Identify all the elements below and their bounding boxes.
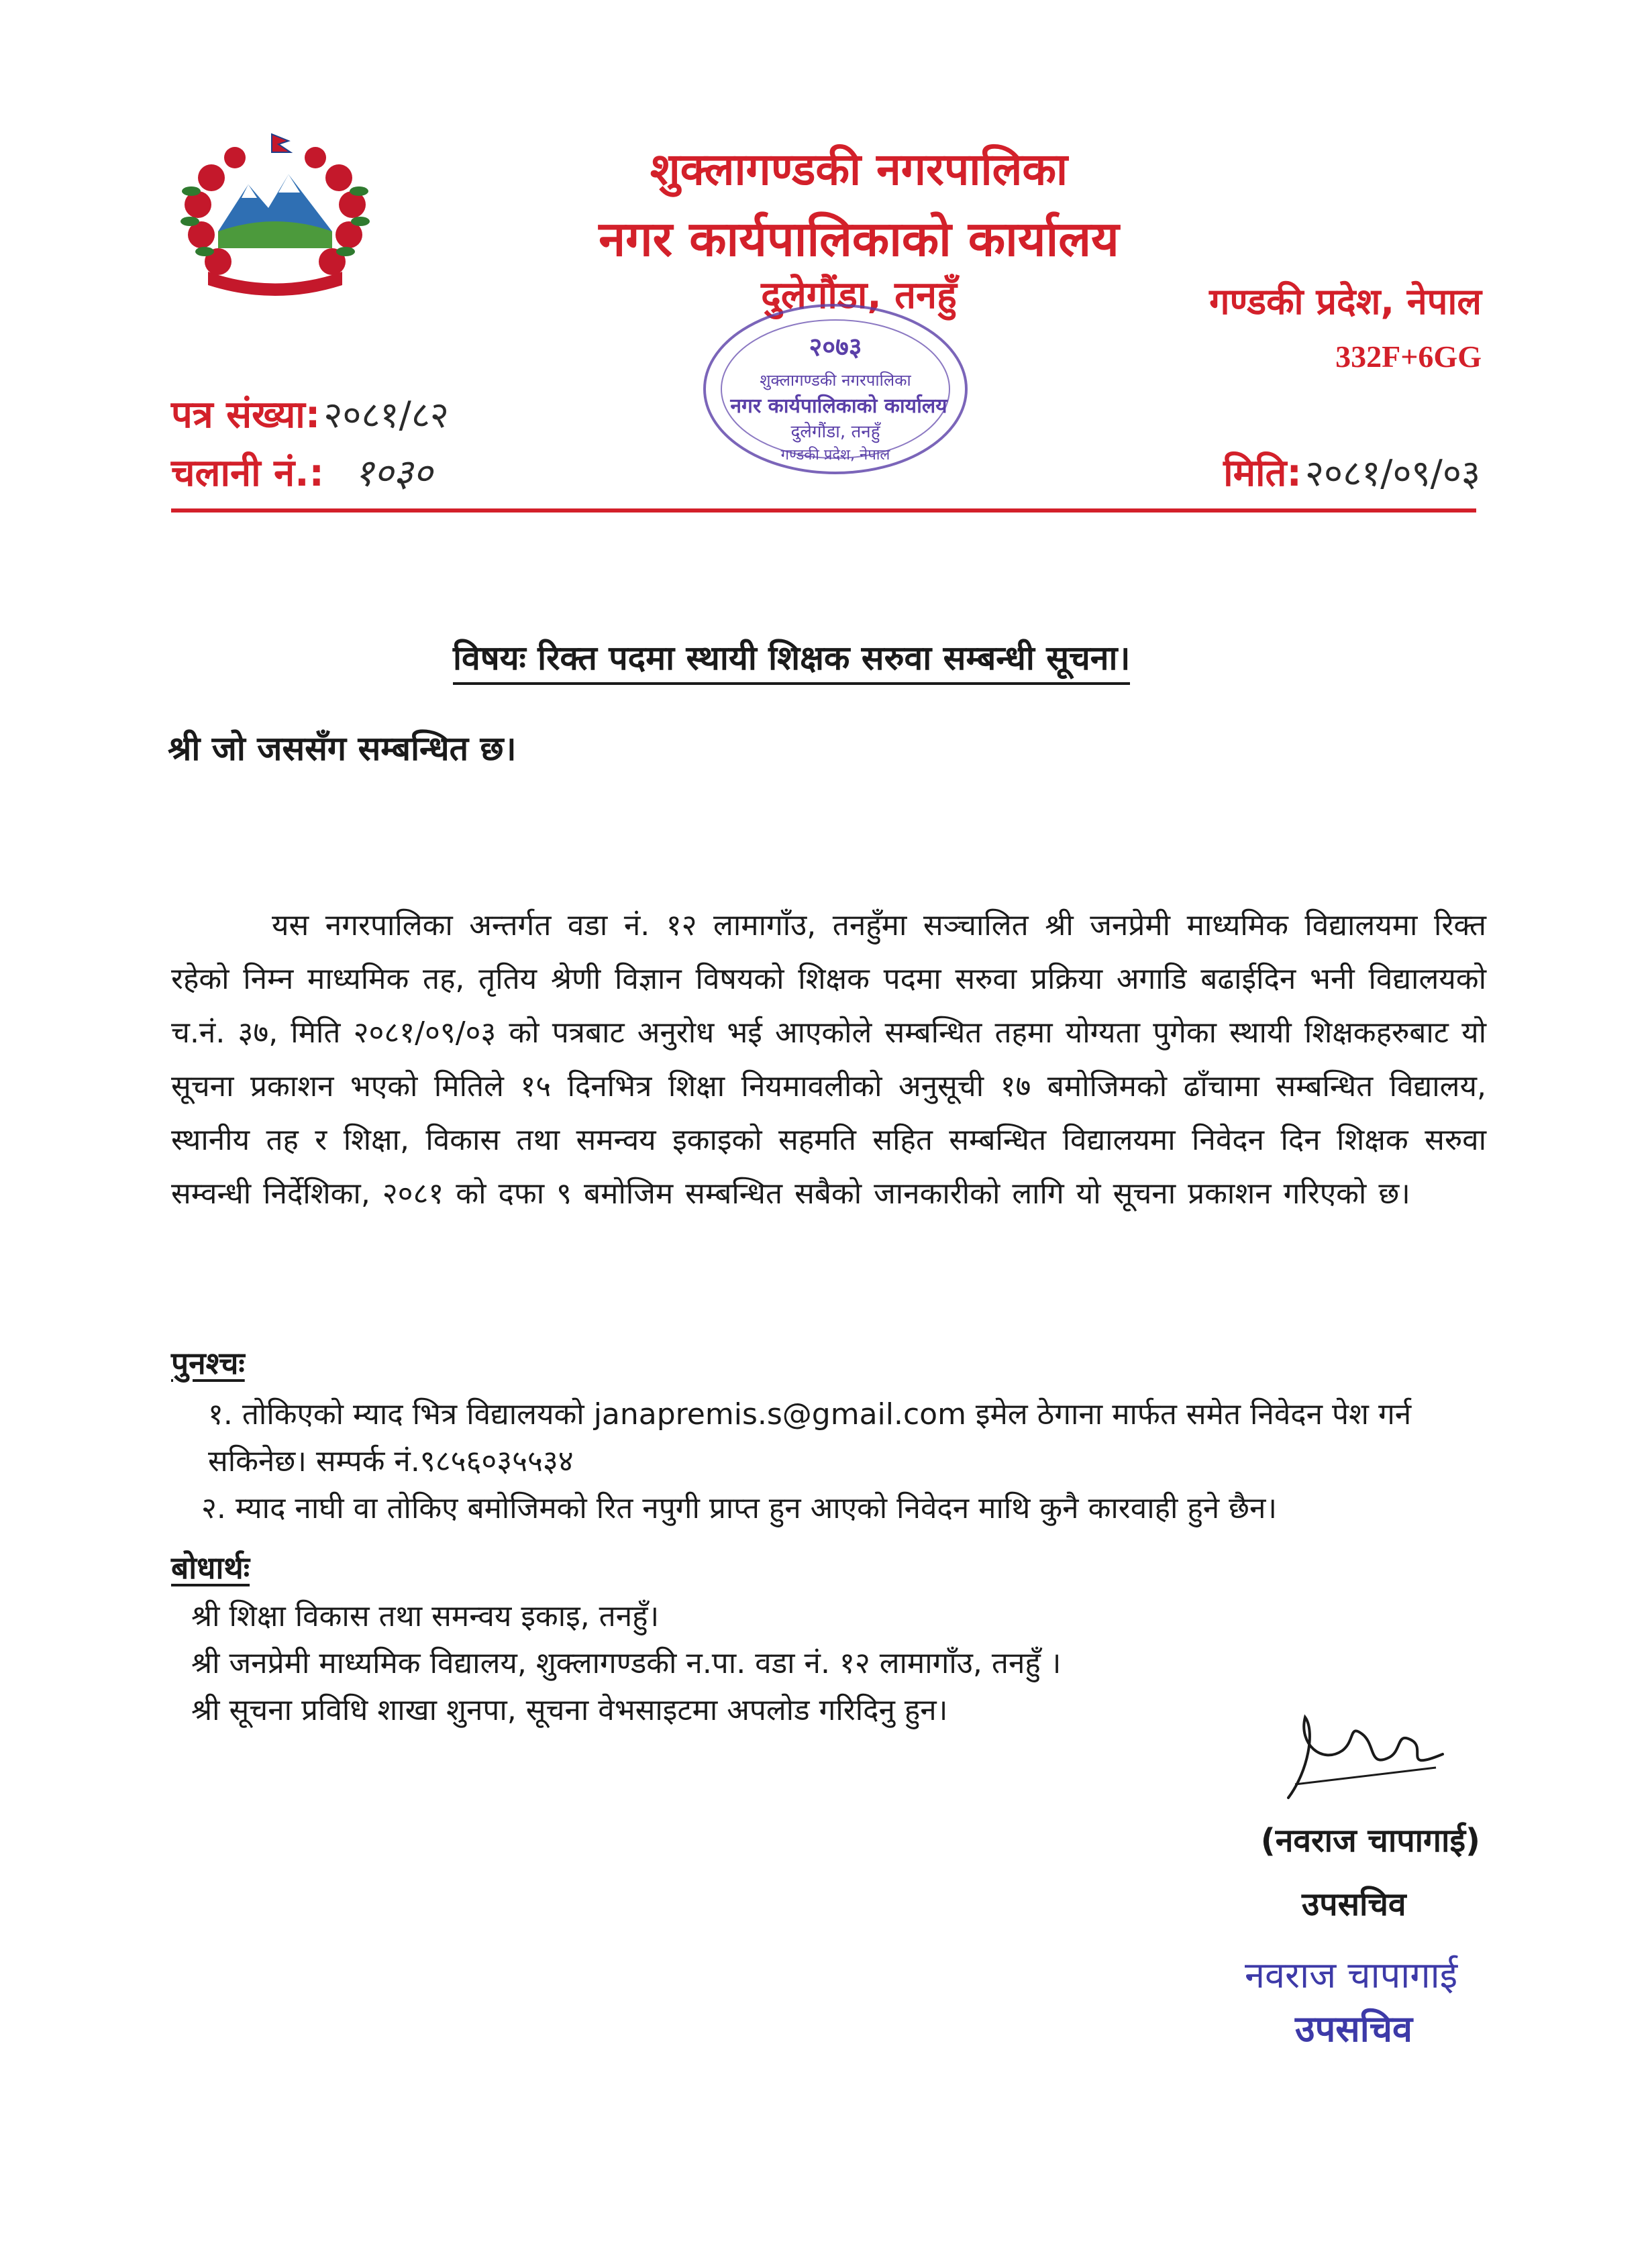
province-label: गण्डकी प्रदेश, नेपाल [1209, 280, 1482, 323]
office-name-line2: नगर कार्यपालिकाको कार्यालय [599, 211, 1119, 267]
stamp-line2: नगर कार्यपालिकाको कार्यालय [730, 394, 947, 418]
dispatch-number-row [171, 446, 432, 497]
cc-heading: बोधार्थः [171, 1550, 250, 1586]
body-paragraph: यस नगरपालिका अन्तर्गत वडा नं. १२ लामागाँउ, तनहुँमा सञ्चालित श्री जनप्रेमी माध्यमिक विद्यालयमा रिक्त रहेको निम्न माध्यमिक तह, तृतिय श्रेणी विज्ञान विषयको शिक्षक पदमा सरुवा प्रक्रिया अगाडि बढाईदिन भनी विद्यालयको च.नं. ३७, मिति २०८१/०९/०३ को पत्रबाट अनुरोध भई आएकोले सम्बन्धित तहमा योग्यता पुगेका स्थायी शिक्षकहरुबाट यो सूचना प्रकाशन भएको मितिले १५ दिनभित्र शिक्षा नियमावलीको अनुसूची १७ बमोजिमको ढाँचामा सम्बन्धित विद्यालय, स्थानीय तह र शिक्षा, विकास तथा समन्वय इकाइको सहमति सहित सम्बन्धित विद्यालयमा निवेदन दिन शिक्षक सरुवा सम्वन्धी निर्देशिका, २०८१ को दफा ९ बमोजिम सम्बन्धित सबैको जानकारीको लागि यो सूचना प्रकाशन गरिएको छ। [171, 908, 1486, 1211]
office-address: दुलेगौंडा, तनहुँ [761, 274, 957, 317]
cc-item-3: श्री सूचना प्रविधि शाखा शुनपा, सूचना वेभसाइटमा अपलोड गरिदिनु हुन। [191, 1693, 948, 1727]
office-seal-stamp [694, 295, 976, 490]
signatory-name-stamp: नवराज चापागाई [1245, 1954, 1458, 1996]
cc-section [171, 1546, 1245, 1734]
dispatch-number-value: १०३० [354, 451, 433, 495]
postscript-section [171, 1342, 1486, 1532]
dispatch-number-label: चलानी नं.: [171, 451, 324, 495]
subject-line: विषयः रिक्त पदमा स्थायी शिक्षक सरुवा सम्बन्धी सूचना। [453, 634, 1130, 685]
handwritten-signature [1268, 1704, 1456, 1818]
stamp-year: २०७३ [809, 332, 862, 362]
letter-number-label: पत्र संख्या: [171, 393, 321, 437]
date-row [1223, 446, 1480, 497]
office-name-line1: शुक्लागण्डकी नगरपालिका [650, 144, 1068, 195]
stamp-line1: शुक्लागण्डकी नगरपालिका [760, 371, 911, 390]
date-value: २०८१/०९/०३ [1304, 452, 1480, 494]
signatory-title: उपसचिव [1302, 1886, 1406, 1923]
signatory-name: (नवराज चापागाई) [1260, 1822, 1480, 1859]
cc-item-2: श्री जनप्रेमी माध्यमिक विद्यालय, शुक्लागण्डकी न.पा. वडा नं. १२ लामागाँउ, तनहुँ । [191, 1646, 1062, 1680]
postscript-heading: पुनश्चः [171, 1345, 245, 1381]
plus-code: 332F+6GG [1335, 339, 1482, 374]
letter-number-value: २०८१/८२ [323, 394, 449, 436]
cc-item-1: श्री शिक्षा विकास तथा समन्वय इकाइ, तनहुँ। [191, 1599, 660, 1633]
signatory-title-stamp: उपसचिव [1295, 2008, 1413, 2050]
date-label: मिति: [1223, 451, 1302, 495]
stamp-line3: दुलेगौंडा, तनहुँ [790, 422, 880, 442]
nepal-government-emblem-icon [171, 131, 379, 305]
stamp-line4: गण्डकी प्रदेश, नेपाल [780, 447, 890, 464]
header-divider [171, 508, 1476, 512]
postscript-item-1: १. तोकिएको म्याद भित्र विद्यालयको janapremis.s@gmail.com इमेल ठेगाना मार्फत समेत निवेदन पेश गर्न सकिनेछ। सम्पर्क नं.९८५६०३५५३४ [208, 1397, 1412, 1478]
postscript-item-2: २. म्याद नाघी वा तोकिए बमोजिमको रित नपुगी प्राप्त हुन आएको निवेदन माथि कुनै कारवाही हुने छैन। [201, 1491, 1278, 1525]
salutation: श्री जो जससँग सम्बन्धित छ। [168, 729, 517, 768]
letter-number-row [171, 388, 449, 439]
